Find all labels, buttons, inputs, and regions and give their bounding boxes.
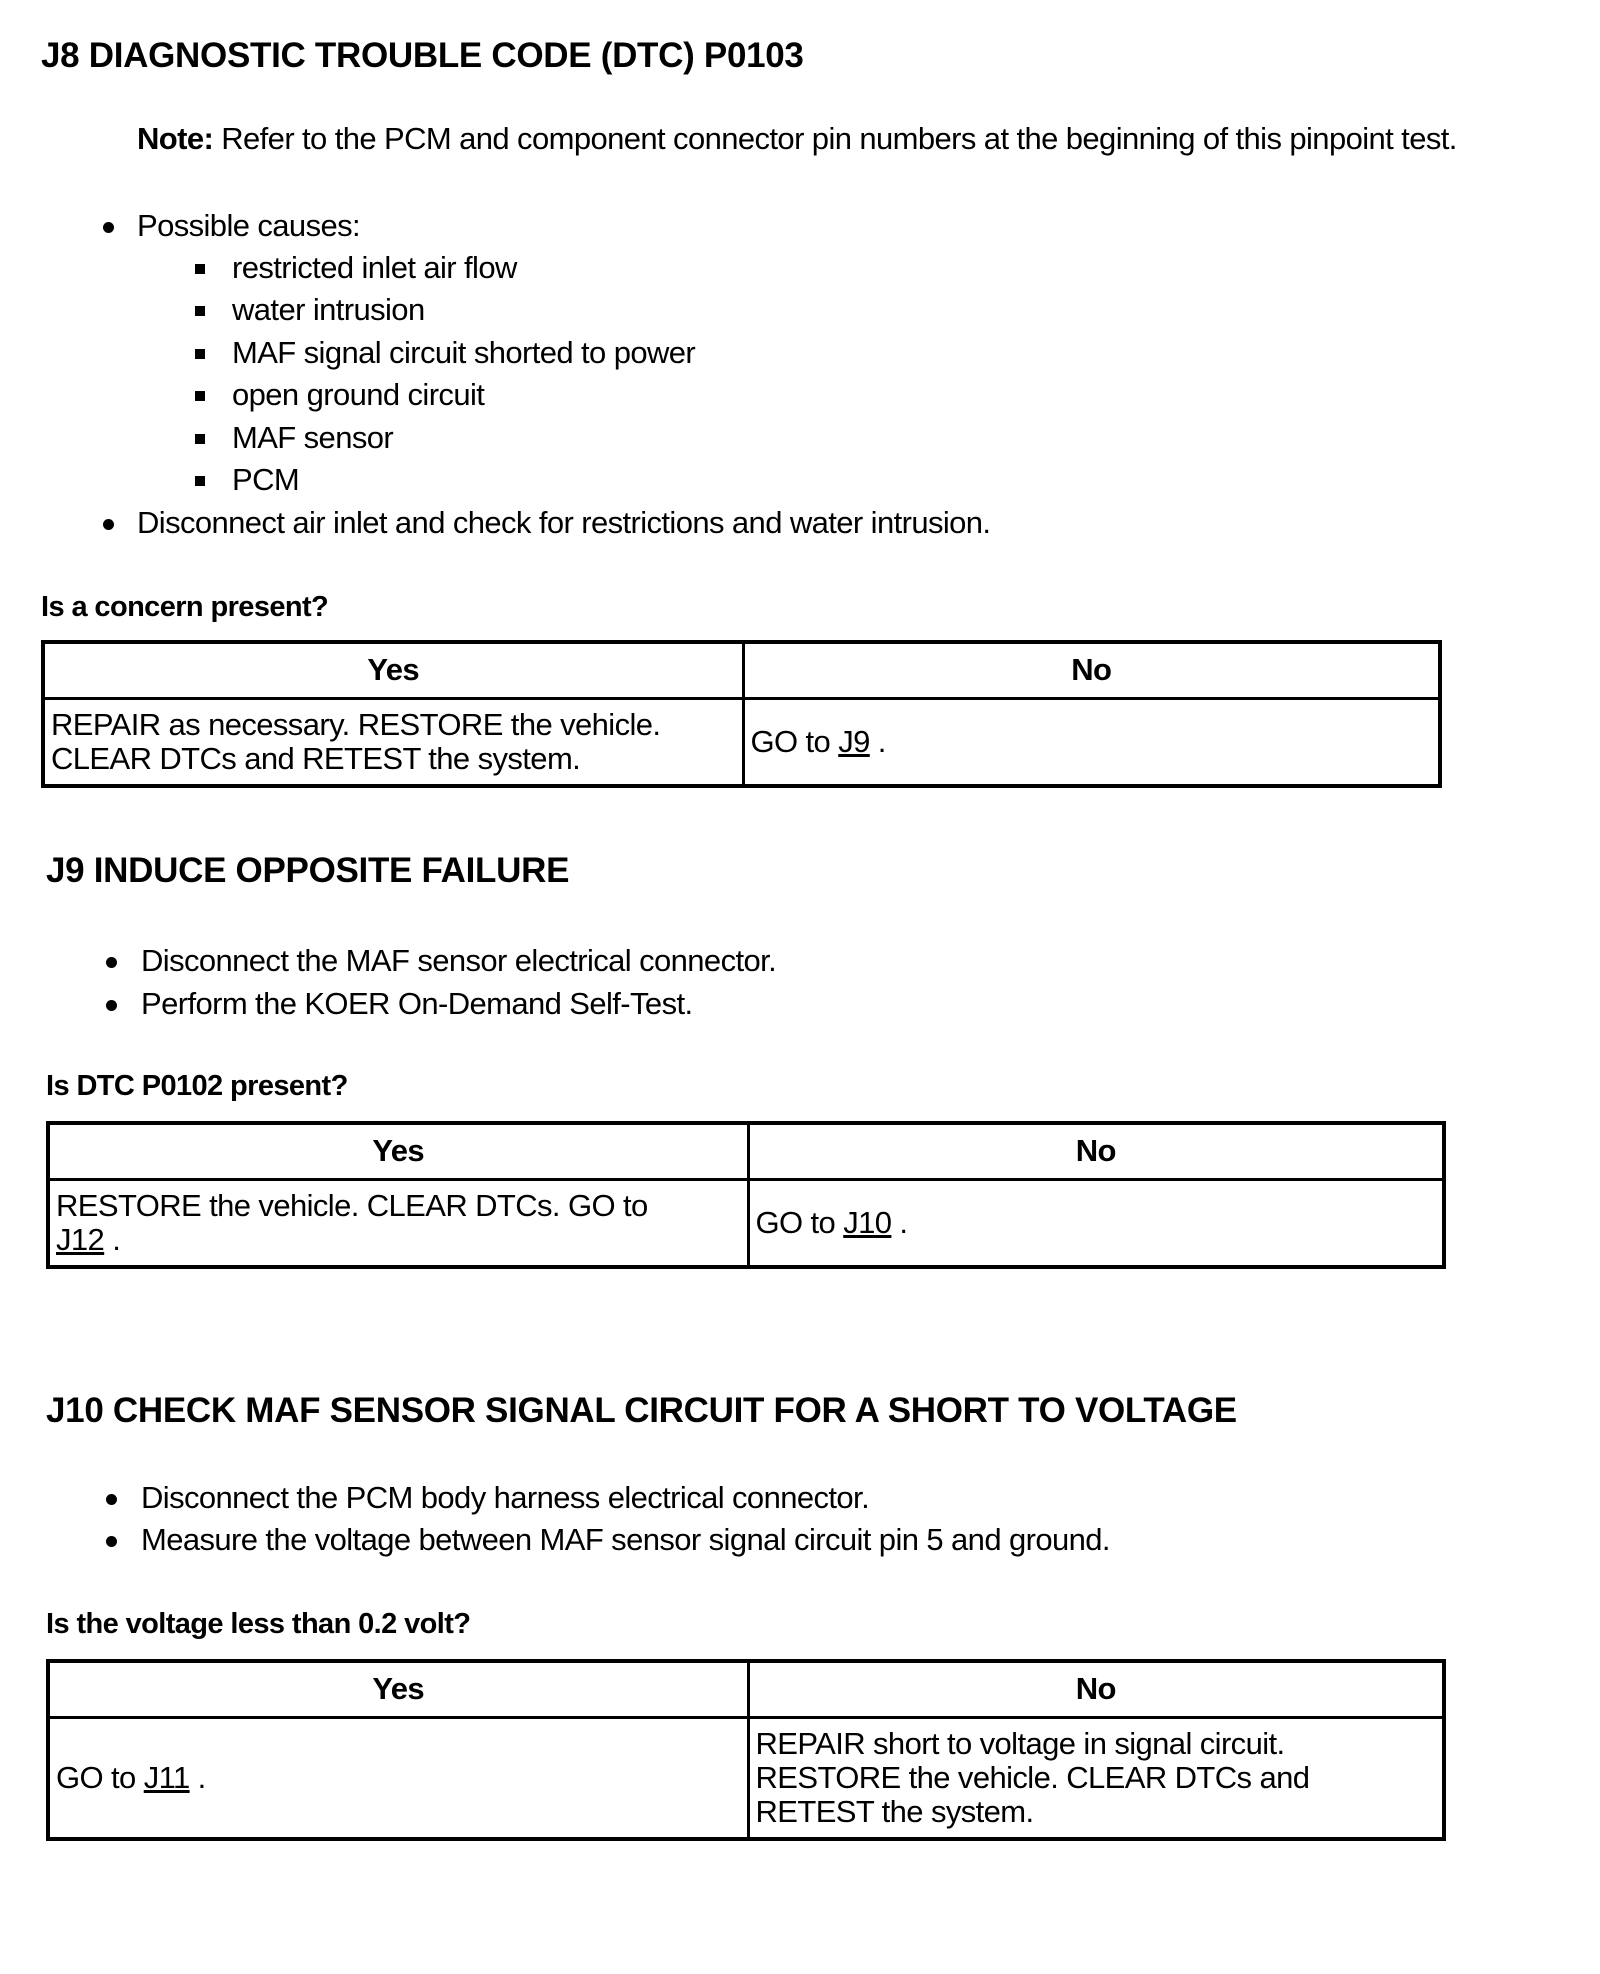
no-text: GO to [755,1204,844,1240]
question-j9: Is DTC P0102 present? [46,1070,348,1102]
no-cell [748,1179,1444,1267]
no-cell [748,1717,1444,1839]
bullet-icon [103,519,114,530]
link-j11[interactable]: J11 [143,1759,190,1795]
list-item: Perform the KOER On-Demand Self-Test. [141,986,693,1021]
yes-text: . [104,1221,121,1257]
yes-header: Yes [48,1123,748,1179]
list-item: Disconnect the MAF sensor electrical connector. [141,943,777,978]
no-cell [743,698,1440,786]
yes-header: Yes [43,642,743,698]
no-text: REPAIR short to voltage in signal circuit. [755,1725,1285,1761]
bullet-icon [106,1000,117,1011]
yes-cell [48,1717,748,1839]
cause-item: restricted inlet air flow [232,250,517,285]
yes-cell [48,1179,748,1267]
question-j8: Is a concern present? [41,591,329,623]
list-item: Measure the voltage between MAF sensor signal circuit pin 5 and ground. [141,1522,1110,1557]
no-text: RESTORE the vehicle. CLEAR DTCs and [755,1759,1310,1795]
section-title-j10: J10 CHECK MAF SENSOR SIGNAL CIRCUIT FOR A SHORT TO VOLTAGE [46,1391,1237,1430]
cause-item: PCM [232,462,300,497]
no-header: No [748,1661,1444,1717]
list-item: Disconnect the PCM body harness electrical connector. [141,1480,870,1515]
square-bullet-icon [195,391,205,401]
answer-table-j9 [46,1121,1446,1269]
list-item: Possible causes: [137,208,361,243]
no-text: . [891,1204,908,1240]
bullet-icon [106,1536,117,1547]
no-text: GO to [750,723,839,759]
section-title-j8: J8 DIAGNOSTIC TROUBLE CODE (DTC) P0103 [41,36,804,75]
note [137,121,1457,157]
cause-item: open ground circuit [232,377,485,412]
square-bullet-icon [195,306,205,316]
answer-table-j10 [46,1659,1446,1841]
yes-text: REPAIR as necessary. RESTORE the vehicle. [51,706,661,742]
bullet-icon [106,957,117,968]
link-j12[interactable]: J12 [56,1221,105,1257]
bullet-icon [106,1494,117,1505]
link-j10[interactable]: J10 [843,1204,892,1240]
note-label: Note: [137,121,214,156]
no-text: RETEST the system. [755,1793,1034,1829]
note-text: Refer to the PCM and component connector pin numbers at the beginning of this pinpoint test. [213,121,1457,156]
no-header: No [743,642,1440,698]
yes-cell [43,698,743,786]
yes-text: . [189,1759,206,1795]
link-j9[interactable]: J9 [838,723,870,759]
no-header: No [748,1123,1444,1179]
cause-item: MAF sensor [232,420,394,455]
cause-item: water intrusion [232,292,425,327]
yes-text: CLEAR DTCs and RETEST the system. [51,740,581,776]
cause-item: MAF signal circuit shorted to power [232,335,696,370]
square-bullet-icon [195,434,205,444]
yes-text: GO to [56,1759,144,1795]
bullet-icon [103,222,114,233]
no-text: . [869,723,886,759]
answer-table-j8 [41,640,1442,788]
section-title-j9: J9 INDUCE OPPOSITE FAILURE [46,851,570,890]
square-bullet-icon [195,349,205,359]
square-bullet-icon [195,476,205,486]
yes-header: Yes [48,1661,748,1717]
square-bullet-icon [195,264,205,274]
yes-text: RESTORE the vehicle. CLEAR DTCs. GO to [56,1187,648,1223]
list-item: Disconnect air inlet and check for restrictions and water intrusion. [137,505,991,540]
question-j10: Is the voltage less than 0.2 volt? [46,1608,471,1640]
